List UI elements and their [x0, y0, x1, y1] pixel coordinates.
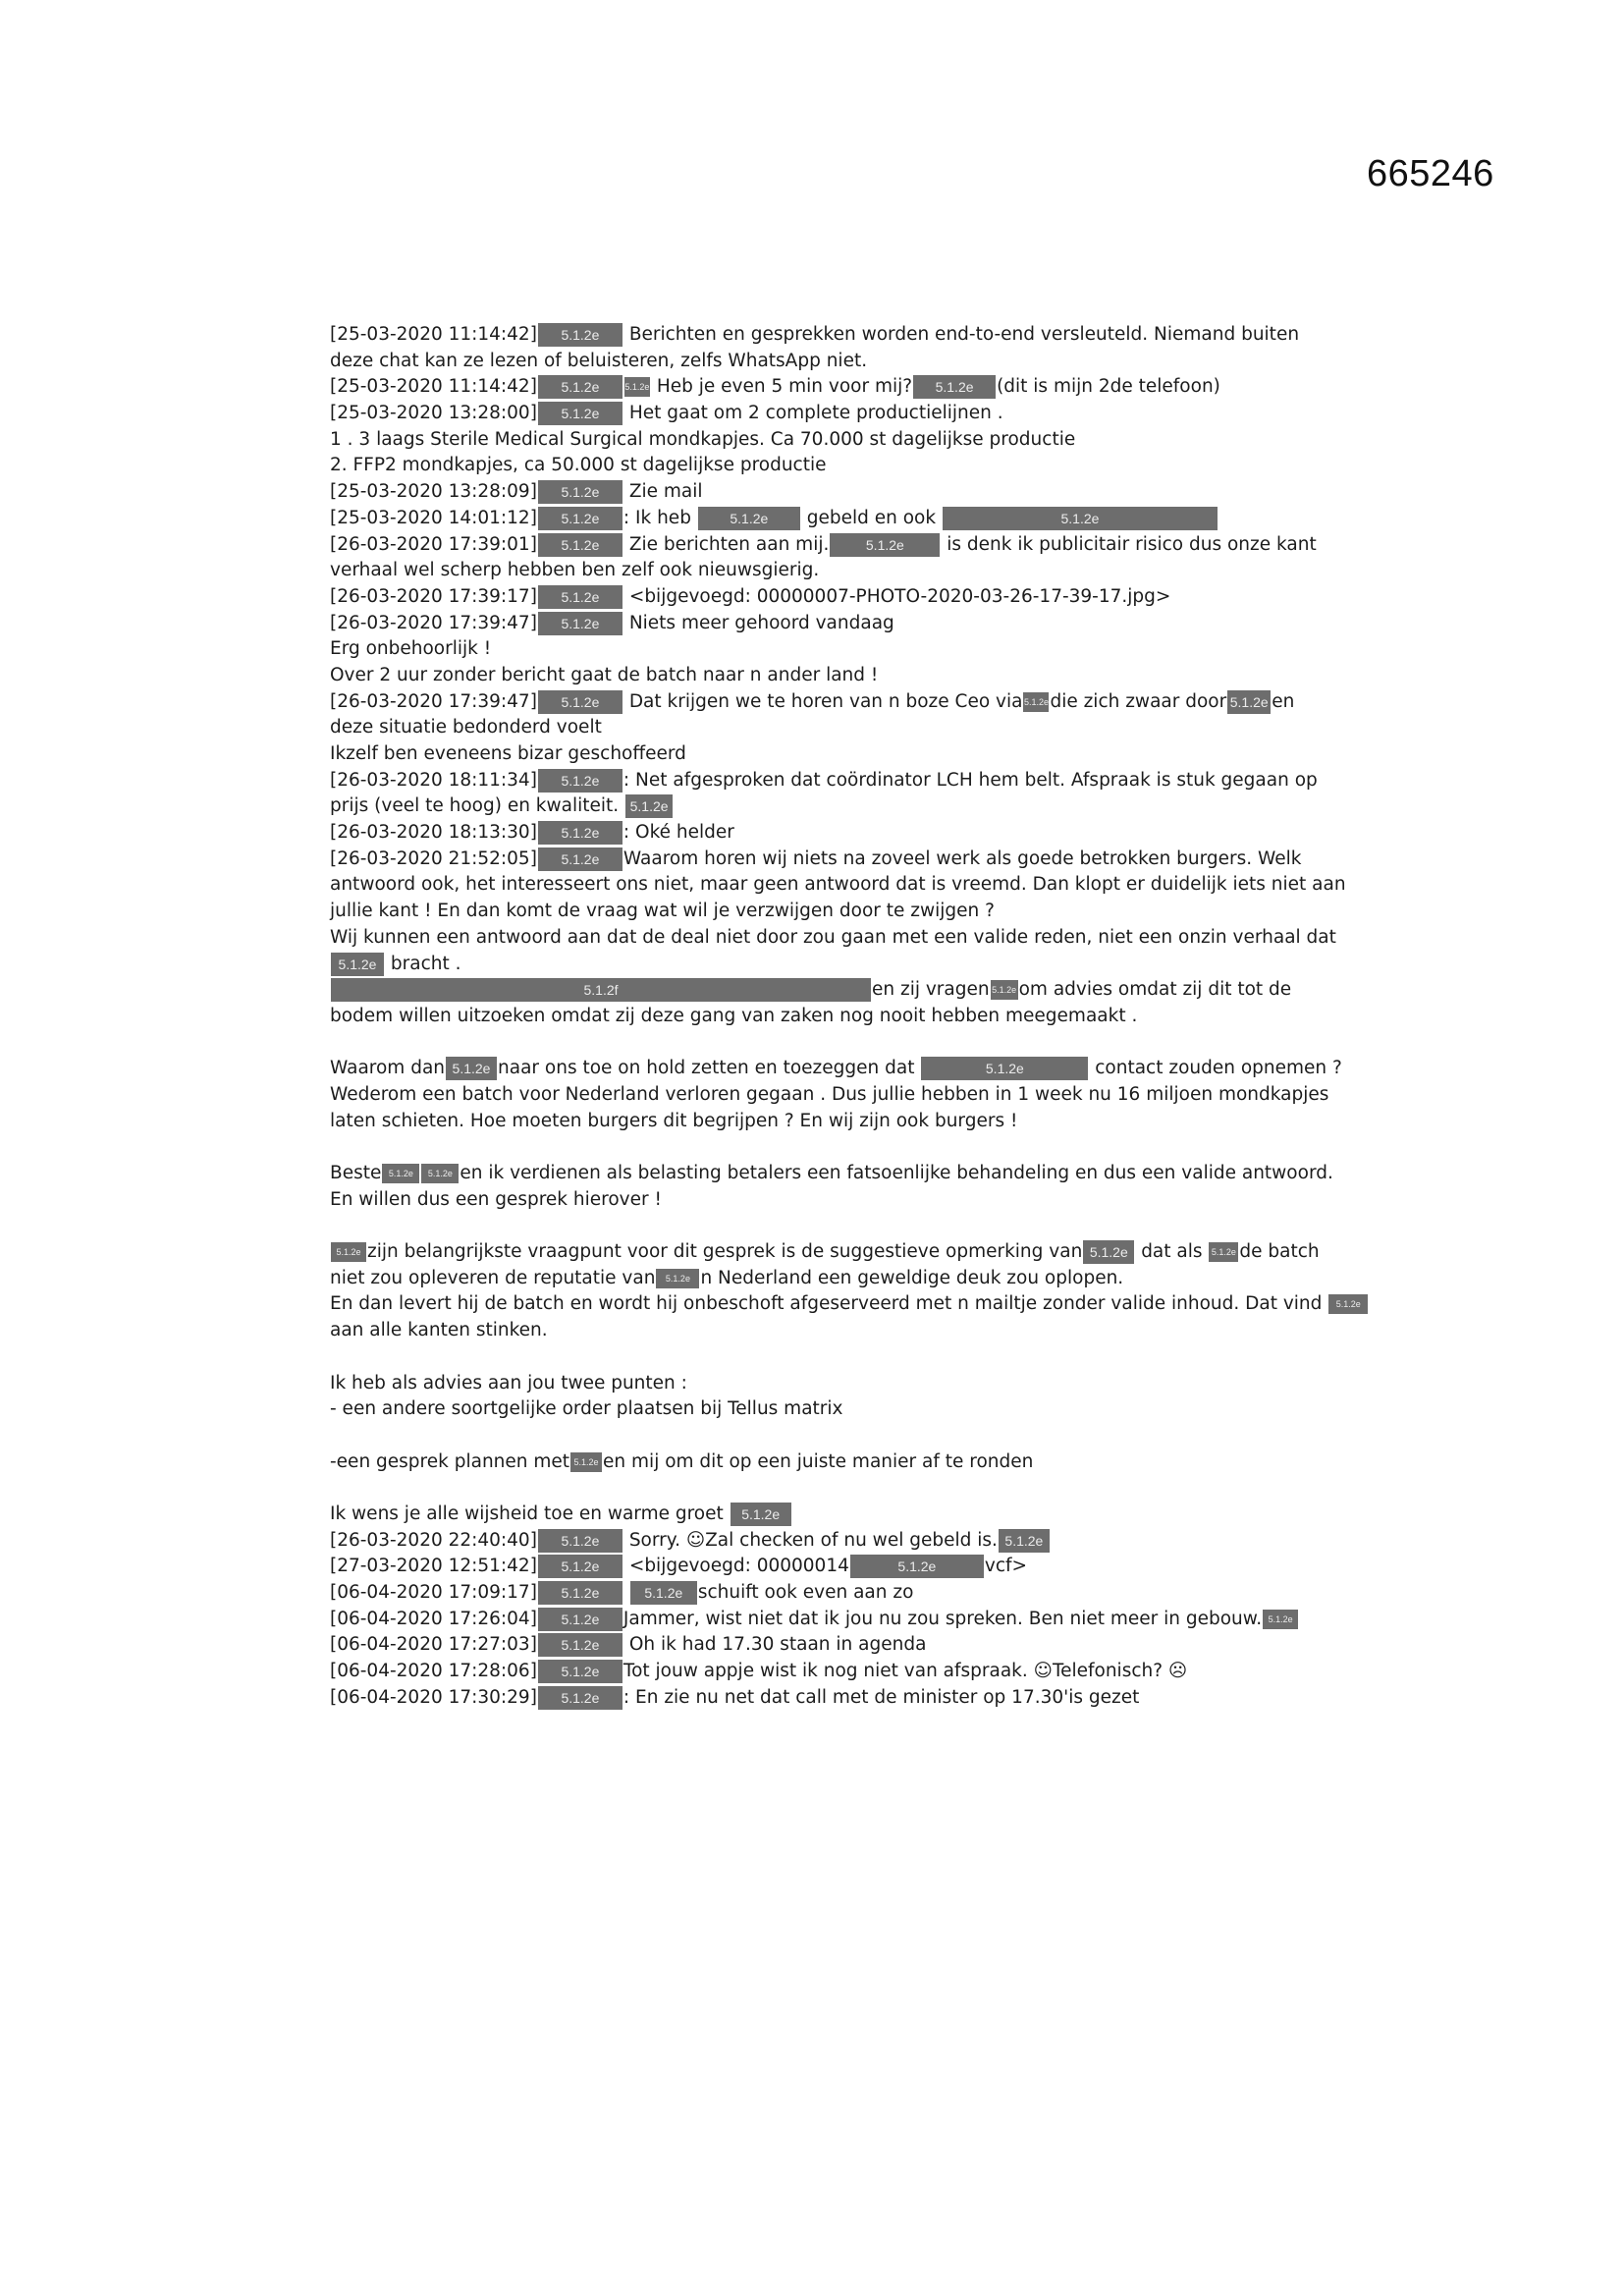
redaction-box: 5.1.2e — [624, 377, 650, 397]
chat-line — [330, 1371, 1322, 1397]
message-text: - een andere soortgelijke order plaatsen bij Tellus matrix — [330, 1398, 843, 1420]
redaction-box: 5.1.2e — [538, 585, 623, 609]
redaction-box: 5.1.2e — [331, 953, 384, 976]
redaction-box: 5.1.2e — [538, 533, 623, 557]
timestamp: [26-03-2020 17:39:17] — [330, 585, 537, 607]
chat-line — [330, 847, 1322, 873]
blank-line — [330, 1475, 1322, 1502]
redaction-box: 5.1.2e — [913, 375, 996, 399]
message-text: is denk ik publicitair risico dus onze kant — [947, 533, 1317, 555]
chat-line — [330, 1580, 1322, 1607]
message-text: Sorry. ☺Zal checken of nu wel gebeld is. — [628, 1529, 998, 1551]
message-text: laten schieten. Hoe moeten burgers dit begrijpen ? En wij zijn ook burgers ! — [330, 1110, 1018, 1131]
message-text: : Net afgesproken dat coördinator LCH hem belt. Afspraak is stuk gegaan op — [623, 769, 1318, 791]
redaction-box: 5.1.2e — [538, 821, 623, 845]
message-text: Tot jouw appje wist ik nog niet van afspraak. ☺Telefonisch? ☹ — [623, 1661, 1188, 1682]
message-text: 2. FFP2 mondkapjes, ca 50.000 st dagelijkse productie — [330, 455, 827, 476]
blank-line — [330, 1213, 1322, 1239]
message-text: Oh ik had 17.30 staan in agenda — [628, 1634, 927, 1656]
timestamp: [25-03-2020 14:01:12] — [330, 507, 537, 528]
message-text: bracht . — [390, 953, 461, 974]
chat-line — [330, 1659, 1322, 1685]
timestamp: [26-03-2020 17:39:01] — [330, 533, 537, 555]
chat-line — [330, 558, 1322, 584]
chat-line — [330, 689, 1322, 716]
blank-line — [330, 1344, 1322, 1371]
timestamp: [06-04-2020 17:28:06] — [330, 1661, 537, 1682]
redaction-box: 5.1.2e — [1227, 690, 1271, 714]
chat-line — [330, 1554, 1322, 1580]
message-text: : Oké helder — [623, 822, 734, 844]
blank-line — [330, 1134, 1322, 1161]
redaction-box: 5.1.2e — [921, 1057, 1088, 1080]
message-text: vcf> — [984, 1556, 1028, 1577]
redaction-box: 5.1.2e — [1263, 1610, 1298, 1629]
redaction-box: 5.1.2e — [999, 1529, 1050, 1553]
message-text: Het gaat om 2 complete productielijnen . — [628, 403, 1003, 424]
chat-line — [330, 1266, 1322, 1292]
message-text: verhaal wel scherp hebben ben zelf ook nieuwsgierig. — [330, 560, 820, 581]
redaction-box: 5.1.2e — [538, 1660, 623, 1683]
message-text: prijs (veel te hoog) en kwaliteit. — [330, 795, 620, 817]
redaction-box: 5.1.2e — [830, 533, 940, 557]
message-text: Wederom een batch voor Nederland verloren gegaan . Dus jullie hebben in 1 week nu 16 miljoen mondkapjes — [330, 1083, 1329, 1105]
message-text: Berichten en gesprekken worden end-to-end versleuteld. Niemand buiten — [628, 324, 1300, 345]
redaction-box: 5.1.2e — [538, 1608, 623, 1631]
chat-line — [330, 1607, 1322, 1633]
message-text: Waarom horen wij niets na zoveel werk als goede betrokken burgers. Welk — [623, 847, 1302, 869]
message-text: dat als — [1141, 1241, 1203, 1263]
message-text: n Nederland een geweldige deuk zou oplopen. — [700, 1267, 1124, 1288]
timestamp: [26-03-2020 18:11:34] — [330, 769, 537, 791]
timestamp: [26-03-2020 21:52:05] — [330, 847, 537, 869]
redaction-box: 5.1.2e — [538, 1686, 623, 1710]
redaction-box: 5.1.2e — [382, 1164, 419, 1183]
message-text: om advies omdat zij dit tot de — [1018, 979, 1292, 1001]
message-text: en ik verdienen als belasting betalers een fatsoenlijke behandeling en dus een valide antwoord. — [460, 1163, 1333, 1183]
message-text: aan alle kanten stinken. — [330, 1320, 548, 1341]
redaction-box: 5.1.2e — [538, 402, 623, 425]
message-text: zijn belangrijkste vraagpunt voor dit gesprek is de suggestieve opmerking van — [367, 1241, 1083, 1263]
redaction-box: 5.1.2e — [656, 1269, 699, 1288]
message-text: naar ons toe on hold zetten en toezeggen dat — [498, 1058, 915, 1079]
redaction-box: 5.1.2e — [538, 847, 623, 871]
chat-line — [330, 1161, 1333, 1187]
redaction-box: 5.1.2e — [943, 507, 1218, 530]
message-text: Over 2 uur zonder bericht gaat de batch naar n ander land ! — [330, 664, 879, 685]
message-text: : En zie nu net dat call met de minister op 17.30'is gezet — [623, 1686, 1140, 1708]
message-text: (dit is mijn 2de telefoon) — [997, 376, 1220, 398]
timestamp: [06-04-2020 17:30:29] — [330, 1686, 537, 1708]
message-text: En willen dus een gesprek hierover ! — [330, 1188, 662, 1210]
message-text: Wij kunnen een antwoord aan dat de deal niet door zou gaan met een valide reden, niet een onzin verhaal dat — [330, 926, 1336, 948]
chat-line — [330, 793, 1322, 820]
message-text: Erg onbehoorlijk ! — [330, 638, 492, 660]
message-text: 1 . 3 laags Sterile Medical Surgical mondkapjes. Ca 70.000 st dagelijkse productie — [330, 428, 1076, 450]
redaction-box: 5.1.2e — [538, 507, 623, 530]
message-text: Zie mail — [628, 481, 703, 503]
redaction-box: 5.1.2e — [446, 1057, 497, 1080]
chat-line — [330, 741, 1322, 768]
message-text: en zij vragen — [872, 979, 990, 1001]
chat-line — [330, 374, 1322, 401]
message-text: : Ik heb — [623, 507, 691, 528]
redaction-box: 5.1.2e — [1083, 1240, 1134, 1264]
redaction-box: 5.1.2e — [698, 507, 800, 530]
chat-line — [330, 636, 1322, 663]
chat-line — [330, 1082, 1329, 1109]
timestamp: [26-03-2020 17:39:47] — [330, 690, 537, 712]
chat-line — [330, 1056, 1342, 1082]
message-text: contact zouden opnemen ? — [1095, 1058, 1342, 1079]
message-text: Dat krijgen we te horen van n boze Ceo via — [628, 690, 1023, 712]
timestamp: [27-03-2020 12:51:42] — [330, 1556, 537, 1577]
redaction-box: 5.1.2e — [1209, 1242, 1238, 1262]
message-text: Zie berichten aan mij. — [628, 533, 830, 555]
chat-line — [330, 427, 1322, 454]
chat-line — [330, 1239, 1322, 1266]
redaction-box: 5.1.2e — [570, 1452, 602, 1472]
chat-line — [330, 1004, 1322, 1030]
message-text: Ikzelf ben eveneens bizar geschoffeerd — [330, 743, 686, 764]
message-text: Beste — [330, 1163, 382, 1183]
chat-line — [330, 925, 1336, 952]
redaction-box: 5.1.2e — [731, 1503, 791, 1526]
chat-line — [330, 479, 1322, 506]
chat-line — [330, 715, 1322, 741]
redaction-box: 5.1.2e — [538, 375, 623, 399]
message-text: Waarom dan — [330, 1058, 446, 1079]
chat-line — [330, 1685, 1322, 1712]
redaction-box: 5.1.2e — [538, 1555, 623, 1578]
message-text: deze chat kan ze lezen of beluisteren, zelfs WhatsApp niet. — [330, 350, 868, 371]
chat-line — [330, 899, 1322, 925]
message-text: gebeld en ook — [806, 507, 937, 528]
redaction-box: 5.1.2f — [331, 978, 871, 1002]
message-text: <bijgevoegd: 00000014 — [628, 1556, 849, 1577]
chat-line — [330, 1109, 1322, 1135]
blank-line — [330, 1423, 1322, 1449]
chat-line — [330, 453, 1322, 479]
message-text: en mij om dit op een juiste manier af te ronden — [603, 1450, 1034, 1472]
message-text: niet zou opleveren de reputatie van — [330, 1267, 656, 1288]
chat-line — [330, 952, 1322, 978]
timestamp: [25-03-2020 13:28:00] — [330, 403, 537, 424]
timestamp: [25-03-2020 13:28:09] — [330, 481, 537, 503]
redaction-box: 5.1.2e — [538, 769, 623, 793]
timestamp: [06-04-2020 17:27:03] — [330, 1634, 537, 1656]
chat-line — [330, 1187, 1322, 1214]
timestamp: [25-03-2020 11:14:42] — [330, 376, 537, 398]
document-number: 665246 — [1367, 153, 1494, 194]
message-text: die zich zwaar door — [1050, 690, 1227, 712]
chat-line — [330, 1318, 1322, 1344]
timestamp: [06-04-2020 17:26:04] — [330, 1608, 537, 1629]
message-text: en — [1272, 690, 1295, 712]
chat-transcript — [330, 322, 1361, 1711]
chat-line — [330, 663, 1322, 689]
chat-line — [330, 532, 1322, 559]
redaction-box: 5.1.2e — [331, 1242, 366, 1262]
redaction-box: 5.1.2e — [421, 1164, 459, 1183]
timestamp: [26-03-2020 17:39:47] — [330, 612, 537, 633]
chat-line — [330, 506, 1322, 532]
chat-line — [330, 611, 1322, 637]
message-text: deze situatie bedonderd voelt — [330, 717, 602, 738]
message-text: bodem willen uitzoeken omdat zij deze gang van zaken nog nooit hebben meegemaakt . — [330, 1005, 1138, 1026]
message-text: jullie kant ! En dan komt de vraag wat wil je verzwijgen door te zwijgen ? — [330, 901, 995, 922]
redaction-box: 5.1.2e — [538, 323, 623, 347]
chat-line — [330, 768, 1322, 794]
message-text: antwoord ook, het interesseert ons niet, maar geen antwoord dat is vreemd. Dan klopt er duidelijk iets niet aan — [330, 874, 1346, 896]
message-text: Heb je even 5 min voor mij? — [656, 376, 913, 398]
message-text: de batch — [1239, 1241, 1320, 1263]
message-text: <bijgevoegd: 00000007-PHOTO-2020-03-26-17-39-17.jpg> — [628, 585, 1171, 607]
redaction-box: 5.1.2e — [538, 612, 623, 635]
chat-line — [330, 820, 1322, 847]
chat-line — [330, 872, 1346, 899]
redaction-box: 5.1.2e — [991, 980, 1018, 1000]
timestamp: [26-03-2020 18:13:30] — [330, 822, 537, 844]
timestamp: [26-03-2020 22:40:40] — [330, 1529, 537, 1551]
blank-line — [330, 1030, 1322, 1057]
message-text: En dan levert hij de batch en wordt hij onbeschoft afgeserveerd met n mailtje zonder valide inhoud. Dat vind — [330, 1293, 1323, 1315]
redaction-box: 5.1.2e — [1023, 692, 1049, 712]
message-text: Niets meer gehoord vandaag — [628, 612, 894, 633]
redaction-box: 5.1.2e — [538, 1529, 623, 1553]
chat-line — [330, 977, 1322, 1004]
chat-line — [330, 1291, 1361, 1318]
chat-line — [330, 1528, 1322, 1555]
message-text: Ik wens je alle wijsheid toe en warme groet — [330, 1503, 724, 1524]
chat-line — [330, 1632, 1322, 1659]
redaction-box: 5.1.2e — [538, 480, 623, 504]
chat-line — [330, 401, 1322, 427]
timestamp: [06-04-2020 17:09:17] — [330, 1582, 537, 1603]
chat-line — [330, 1449, 1322, 1476]
message-text: Jammer, wist niet dat ik jou nu zou spreken. Ben niet meer in gebouw. — [623, 1608, 1263, 1629]
timestamp: [25-03-2020 11:14:42] — [330, 324, 537, 345]
chat-line — [330, 322, 1322, 349]
redaction-box: 5.1.2e — [1328, 1294, 1368, 1314]
chat-line — [330, 1396, 1322, 1423]
message-text: Ik heb als advies aan jou twee punten : — [330, 1372, 687, 1394]
redaction-box: 5.1.2e — [625, 794, 673, 818]
message-text: -een gesprek plannen met — [330, 1450, 570, 1472]
chat-line — [330, 349, 1322, 375]
chat-line — [330, 1502, 1322, 1528]
redaction-box: 5.1.2e — [538, 690, 623, 714]
redaction-box: 5.1.2e — [538, 1633, 623, 1657]
redaction-box: 5.1.2e — [630, 1581, 697, 1605]
redaction-box: 5.1.2e — [538, 1581, 623, 1605]
chat-line — [330, 584, 1322, 611]
message-text: schuift ook even aan zo — [697, 1582, 914, 1603]
redaction-box: 5.1.2e — [850, 1555, 984, 1578]
